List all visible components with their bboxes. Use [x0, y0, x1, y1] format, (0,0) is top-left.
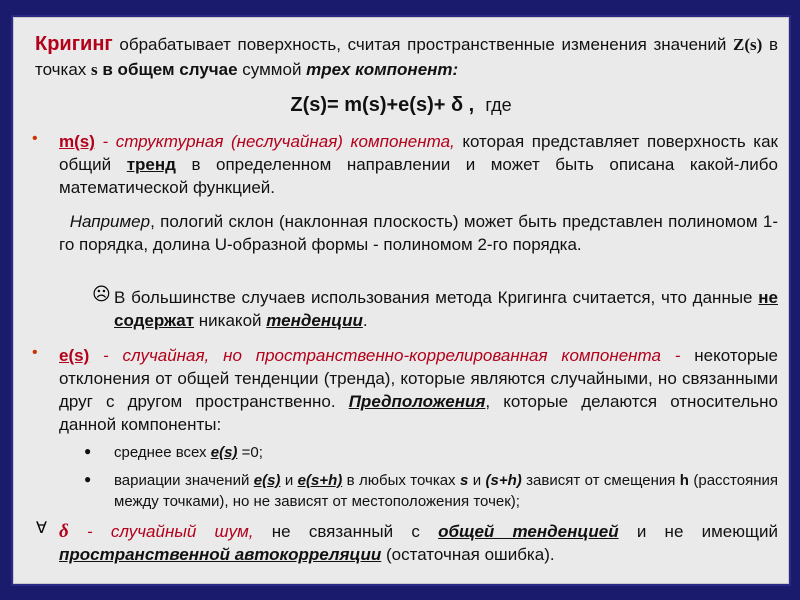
- m-item: m(s) - структурная (неслучайная) компонента, которая представляет поверхность как общий тренд в определенном направлении и может быть описана какой-либо математической функцией.: [59, 132, 778, 197]
- delta-item: δ - случайный шум, не связанный с общей тенденцией и не имеющий пространственной автокорреляции (остаточная ошибка).: [59, 521, 778, 564]
- kriging-term: Кригинг: [35, 33, 113, 55]
- intro-paragraph: Кригинг обрабатывает поверхность, считая пространственные изменения значений Z(s) в точках s в общем случае суммой трех компонент:: [35, 33, 778, 79]
- bullet-icon: •: [32, 344, 38, 361]
- sad-face-icon: ☹: [92, 284, 111, 304]
- sub-bullet-icon: ●: [84, 444, 92, 458]
- sub-item-variation: вариации значений e(s) и e(s+h) в любых точках s и (s+h) зависят от смещения h (расстояния между точками), но не зависят от местоположения точек);: [114, 472, 778, 510]
- forall-icon: ∀: [36, 520, 47, 537]
- bullet-icon: •: [32, 130, 38, 147]
- example-paragraph: Например, пологий склон (наклонная плоскость) может быть представлен полиномом 1-го порядка, долина U-образной формы - полиномом 2-го порядка.: [59, 212, 778, 254]
- note-paragraph: В большинстве случаев использования метода Кригинга считается, что данные не содержат никакой тенденции.: [114, 288, 778, 330]
- sub-bullet-icon: ●: [84, 472, 92, 486]
- e-item: e(s) - случайная, но пространственно-коррелированная компонента - некоторые отклонения от общей тенденции (тренда), которые являются случайными, но связанными друг с другом пространственно. Предположения, которые делаются относительно данной компоненты:: [59, 346, 779, 434]
- slide: [13, 17, 789, 584]
- formula: Z(s)= m(s)+e(s)+ δ , где: [290, 94, 512, 116]
- sub-item-mean: среднее всех e(s) =0;: [114, 444, 263, 461]
